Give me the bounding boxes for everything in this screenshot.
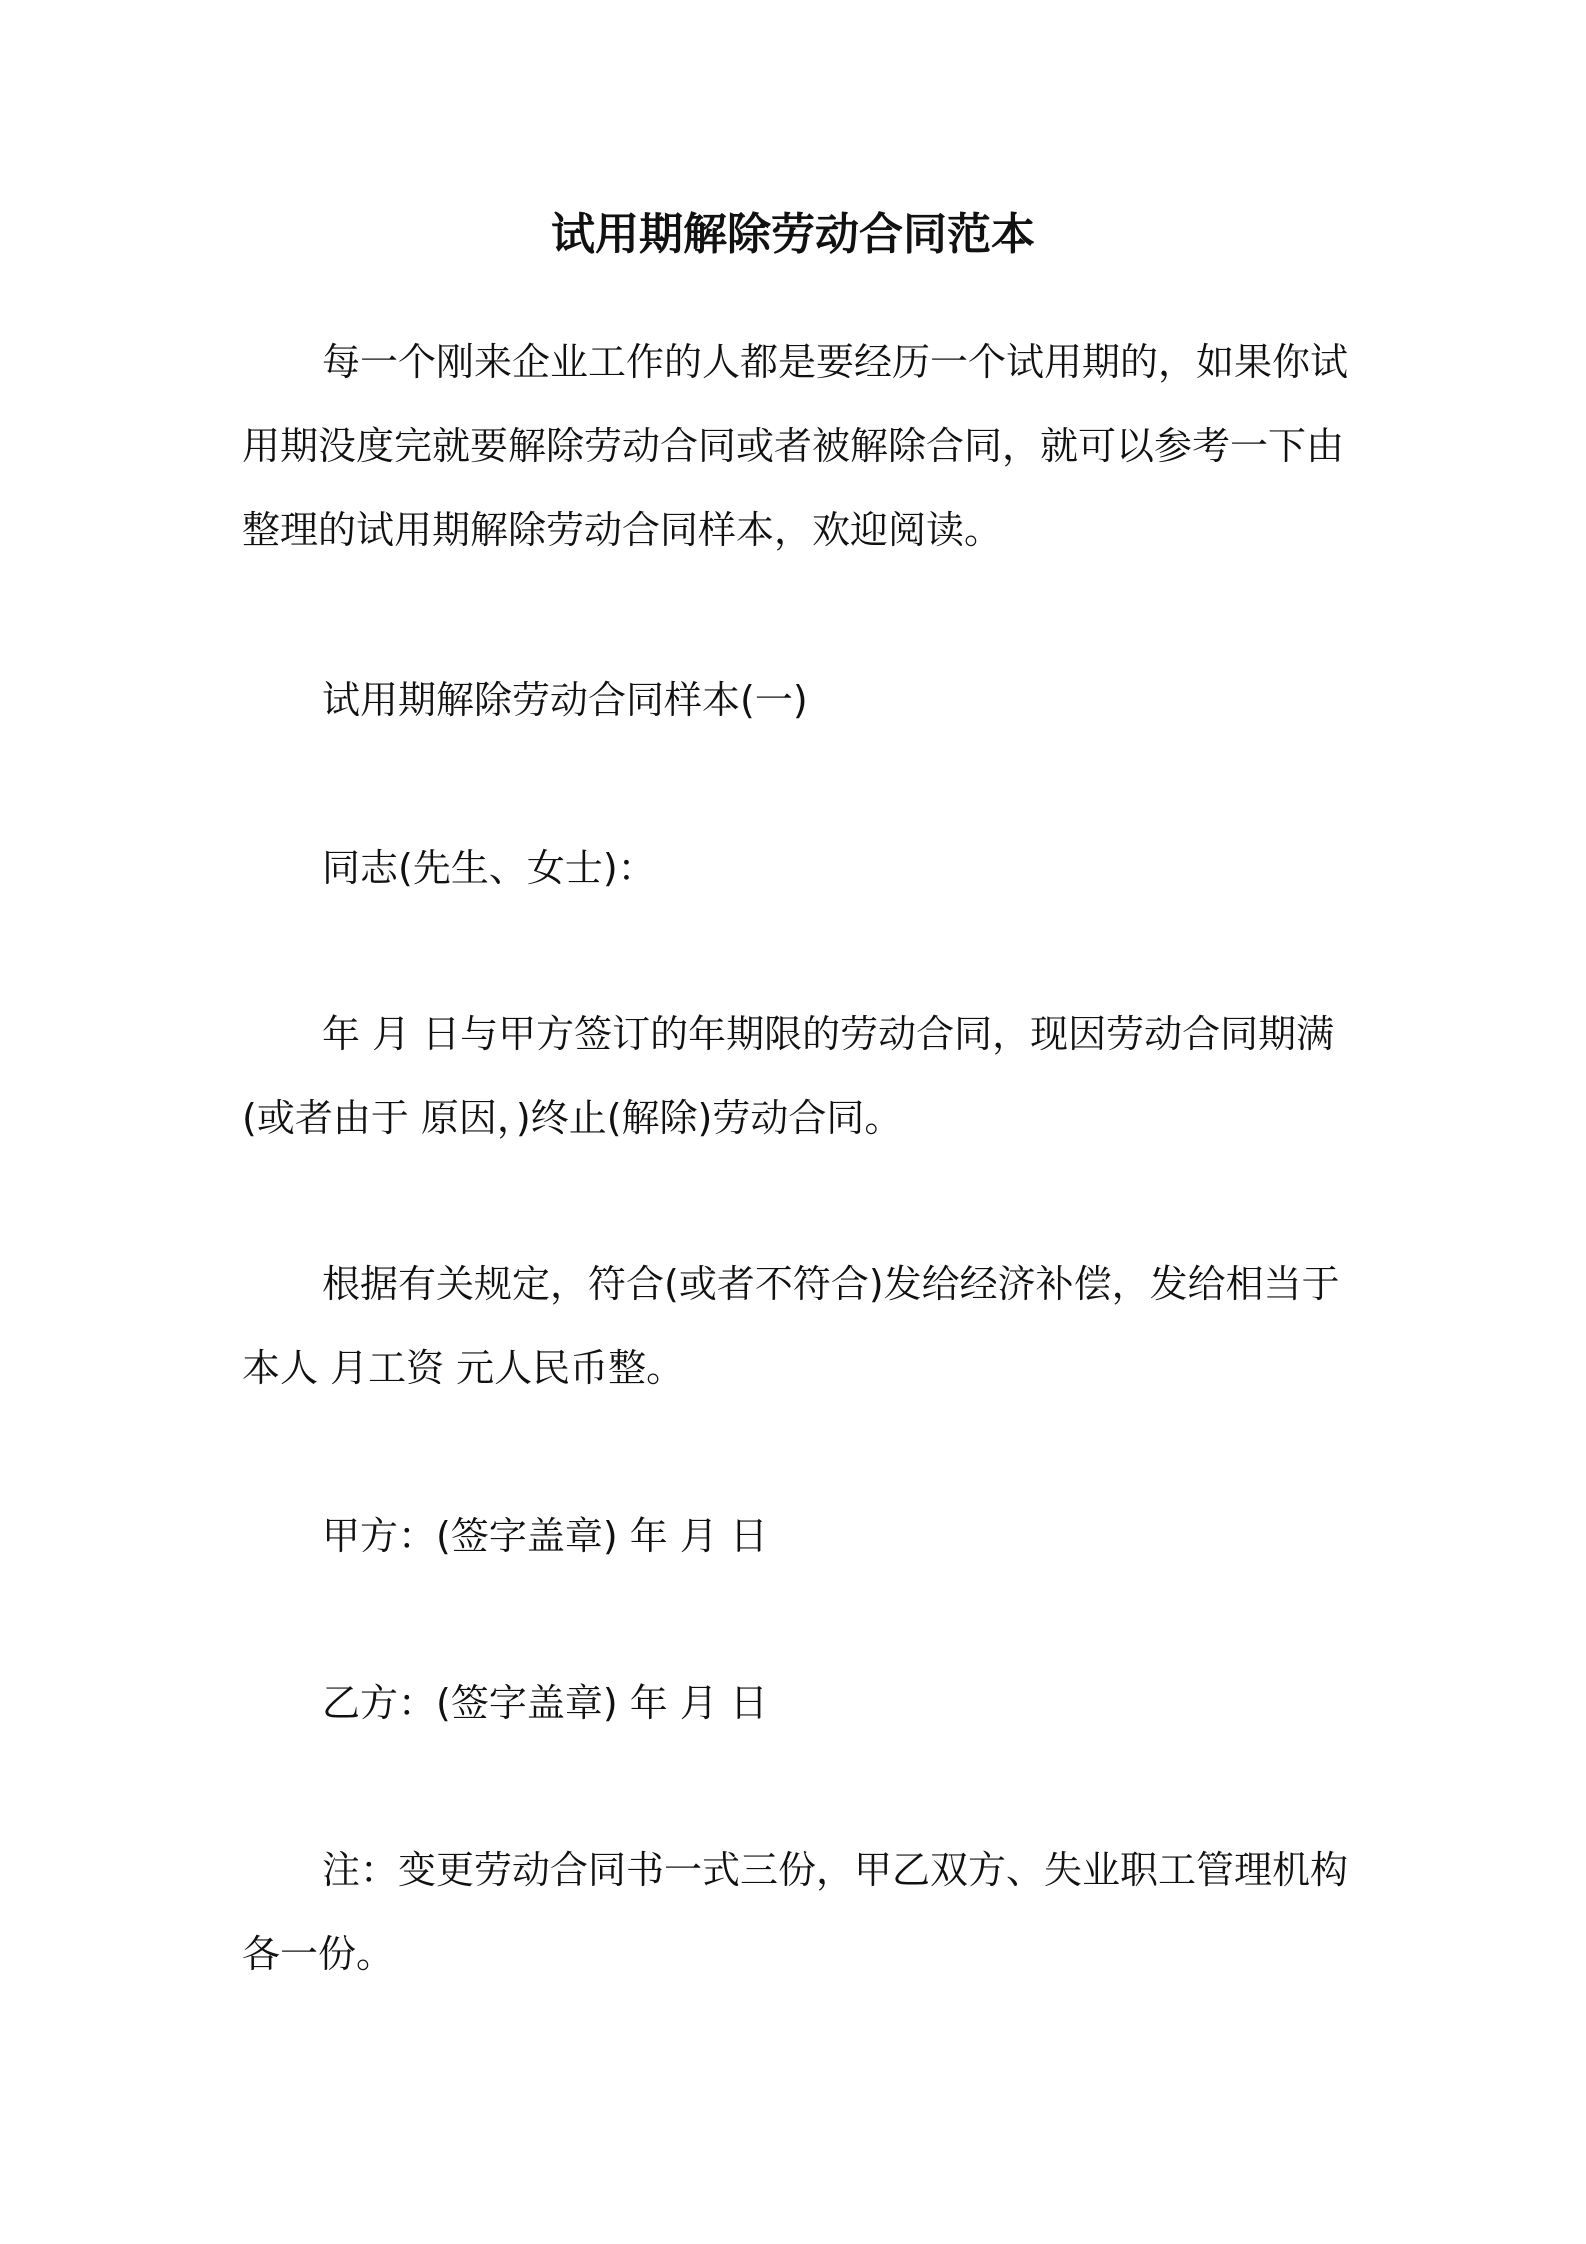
intro-paragraph: 每一个刚来企业工作的人都是要经历一个试用期的，如果你试用期没度完就要解除劳动合同或者被解除合同，就可以参考一下由整理的试用期解除劳动合同样本，欢迎阅读。 bbox=[242, 340, 1349, 552]
salutation: 同志(先生、女士)： bbox=[322, 846, 656, 890]
note-paragraph: 注：变更劳动合同书一式三份，甲乙双方、失业职工管理机构各一份。 bbox=[242, 1848, 1349, 1976]
party-a-signature: 甲方：(签字盖章) 年 月 日 bbox=[322, 1514, 768, 1558]
termination-paragraph: 年 月 日与甲方签订的年期限的劳动合同，现因劳动合同期满(或者由于 原因，)终止(解除)劳动合同。 bbox=[242, 1012, 1335, 1140]
sample-heading: 试用期解除劳动合同样本(一) bbox=[322, 678, 808, 722]
document-title: 试用期解除劳动合同范本 bbox=[551, 209, 1035, 260]
compensation-paragraph: 根据有关规定，符合(或者不符合)发给经济补偿，发给相当于本人 月工资 元人民币整。 bbox=[242, 1262, 1340, 1390]
party-b-signature: 乙方：(签字盖章) 年 月 日 bbox=[322, 1681, 768, 1725]
